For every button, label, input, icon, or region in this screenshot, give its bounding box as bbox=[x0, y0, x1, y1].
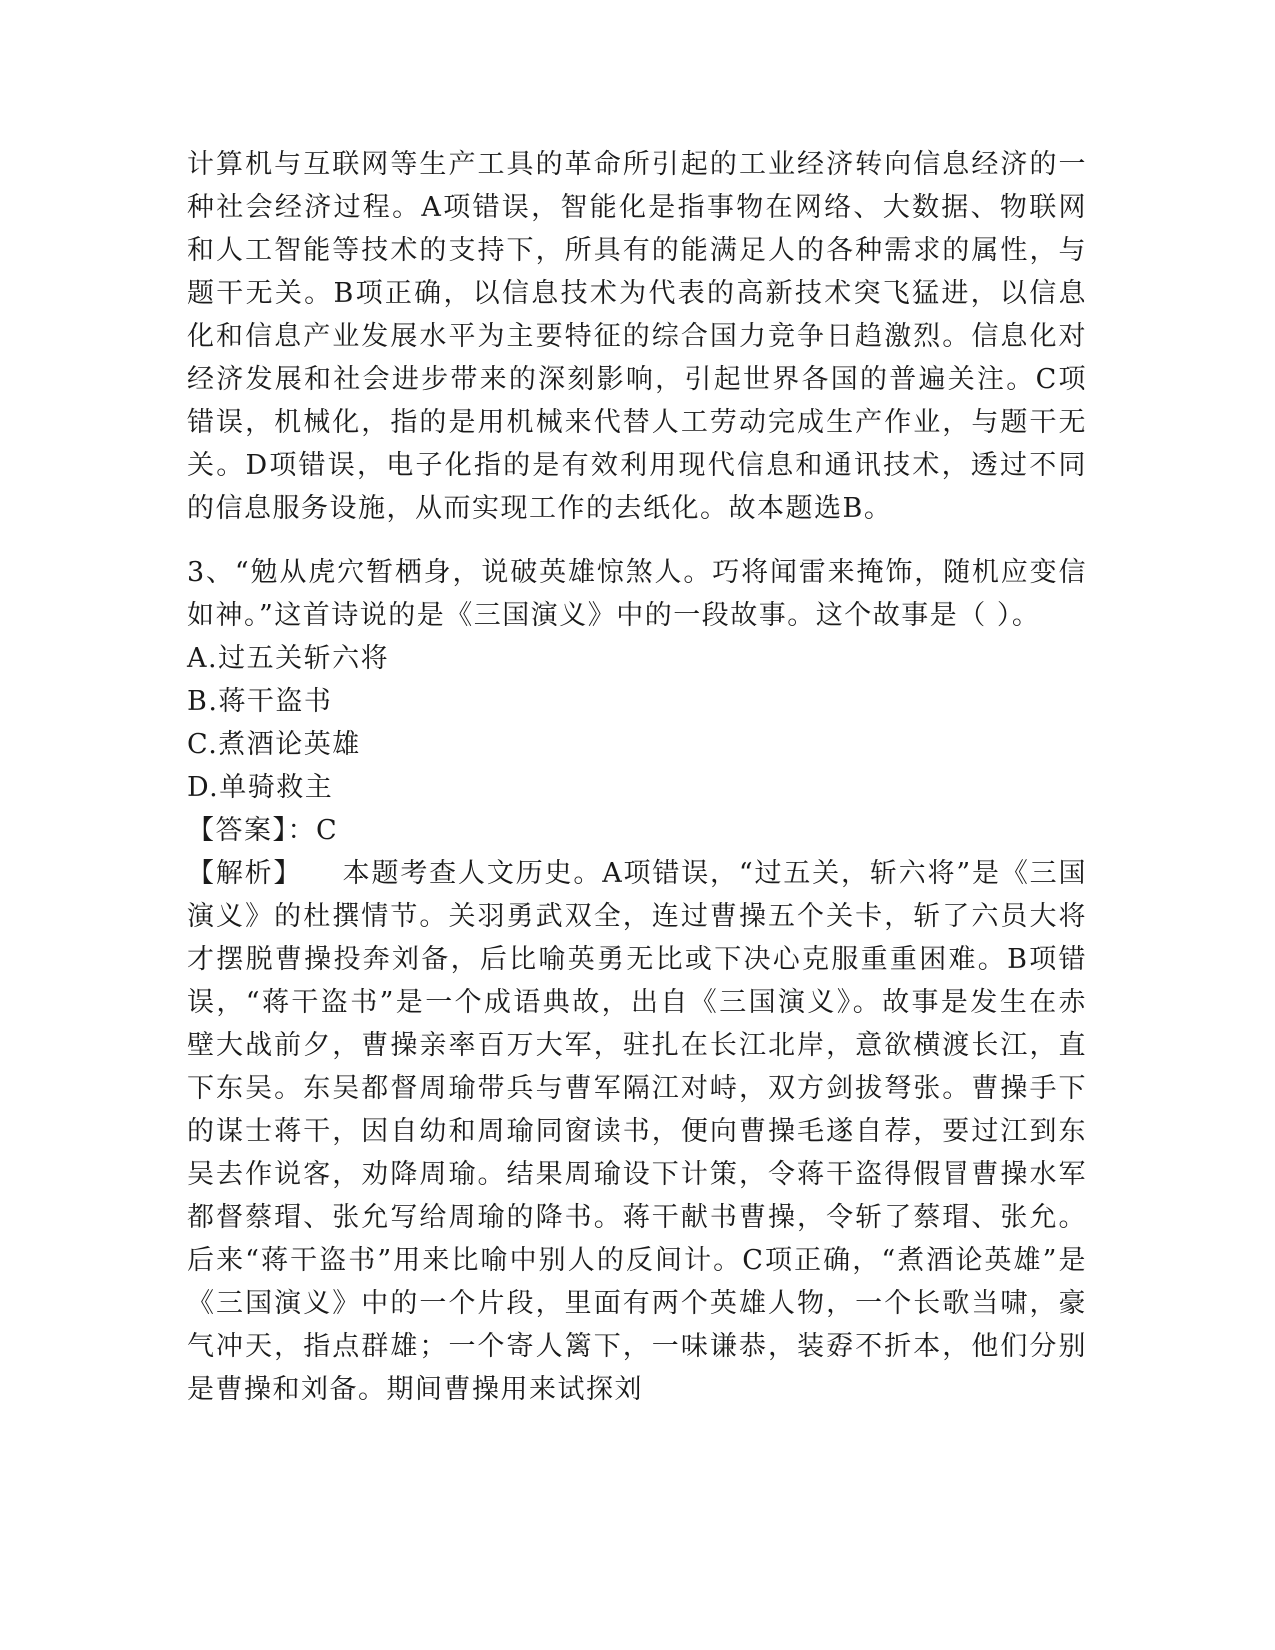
previous-answer-explanation: 计算机与互联网等生产工具的革命所引起的工业经济转向信息经济的一种社会经济过程。A项错误，智能化是指事物在网络、大数据、物联网和人工智能等技术的支持下，所具有的能满足人的各种需求的属性，与题干无关。B项正确，以信息技术为代表的高新技术突飞猛进，以信息化和信息产业发展水平为主要特征的综合国力竞争日趋激烈。信息化对经济发展和社会进步带来的深刻影响，引起世界各国的普遍关注。C项错误，机械化，指的是用机械来代替人工劳动完成生产作业，与题干无关。D项错误，电子化指的是有效利用现代信息和通讯技术，透过不同的信息服务设施，从而实现工作的去纸化。故本题选B。 bbox=[187, 149, 1087, 524]
analysis-paragraph bbox=[187, 852, 1087, 1411]
analysis-label: 【解析】 bbox=[187, 858, 303, 889]
question-3-stem: 3、“勉从虎穴暂栖身，说破英雄惊煞人。巧将闻雷来掩饰，随机应变信如神。”这首诗说的是《三国演义》中的一段故事。这个故事是（ ）。 bbox=[187, 557, 1087, 631]
question-3-options bbox=[187, 637, 1087, 809]
option-d: D.单骑救主 bbox=[187, 772, 334, 803]
option-c: C.煮酒论英雄 bbox=[187, 729, 361, 760]
option-a: A.过五关斩六将 bbox=[187, 643, 390, 674]
analysis-text: 本题考查人文历史。A项错误，“过五关，斩六将”是《三国演义》的杜撰情节。关羽勇武双全，连过曹操五个关卡，斩了六员大将才摆脱曹操投奔刘备，后比喻英勇无比或下决心克服重重困难。B项错误，“蒋干盗书”是一个成语典故，出自《三国演义》。故事是发生在赤壁大战前夕，曹操亲率百万大军，驻扎在长江北岸，意欲横渡长江，直下东吴。东吴都督周瑜带兵与曹军隔江对峙，双方剑拔弩张。曹操手下的谋士蒋干，因自幼和周瑜同窗读书，便向曹操毛遂自荐，要过江到东吴去作说客，劝降周瑜。结果周瑜设下计策，令蒋干盗得假冒曹操水军都督蔡瑁、张允写给周瑜的降书。蒋干献书曹操，令斩了蔡瑁、张允。后来“蒋干盗书”用来比喻中别人的反间计。C项正确，“煮酒论英雄”是《三国演义》中的一个片段，里面有两个英雄人物，一个长歌当啸，豪气冲天，指点群雄；一个寄人篱下，一味谦恭，装孬不折本，他们分别是曹操和刘备。期间曹操用来试探刘 bbox=[187, 858, 1087, 1405]
document-page bbox=[187, 143, 1087, 1411]
answer-line: 【答案】：C bbox=[187, 815, 339, 846]
option-b: B.蒋干盗书 bbox=[187, 686, 333, 717]
